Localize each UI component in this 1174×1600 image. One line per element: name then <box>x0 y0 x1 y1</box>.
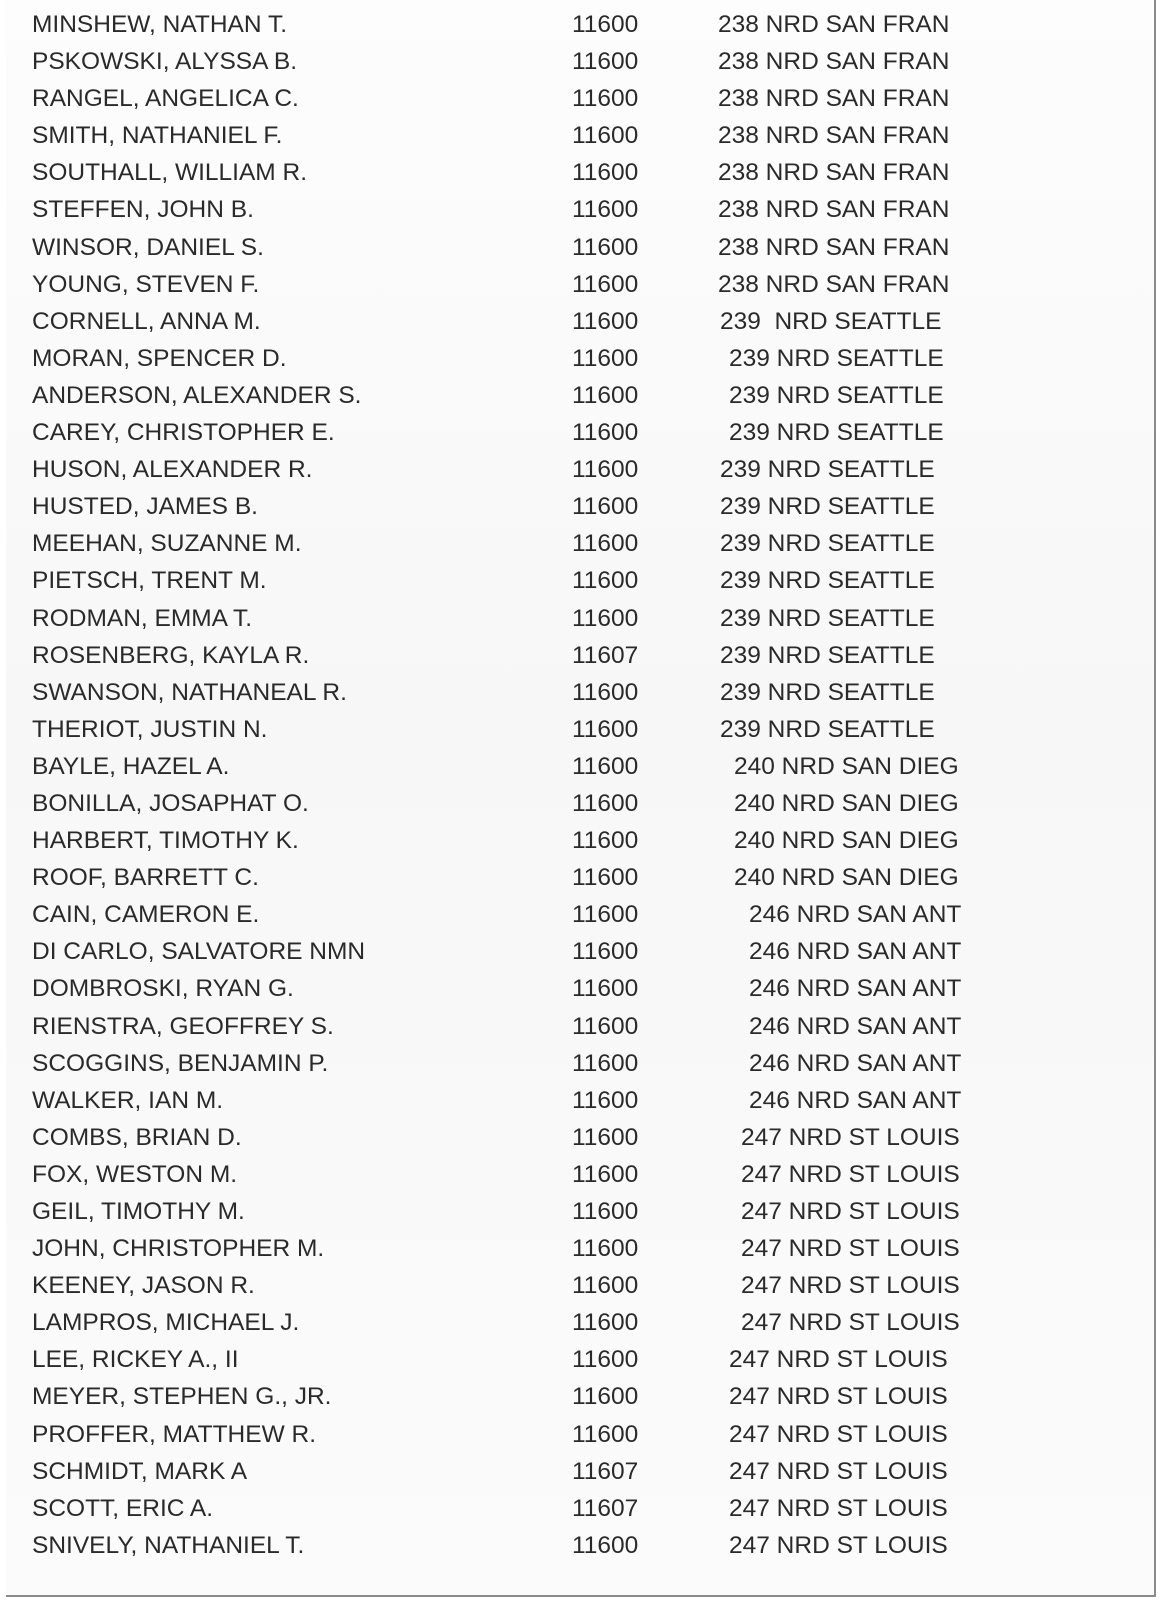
unit-value: 246 NRD SAN ANT <box>749 975 962 1003</box>
code-value: 11600 <box>572 975 639 1003</box>
unit-value: 247 NRD ST LOUIS <box>729 1531 948 1559</box>
code-value: 11600 <box>572 233 639 261</box>
list-item <box>6 1378 1154 1415</box>
list-item <box>6 80 1154 117</box>
unit-value: 246 NRD SAN ANT <box>749 901 962 929</box>
code-value: 11600 <box>572 1235 639 1263</box>
unit-value: 247 NRD ST LOUIS <box>741 1272 960 1300</box>
code-value: 11600 <box>572 1086 639 1114</box>
code-value: 11600 <box>572 864 639 892</box>
person-name: RANGEL, ANGELICA C. <box>32 85 299 113</box>
code-value: 11600 <box>572 752 639 780</box>
list-item <box>6 1341 1154 1378</box>
code-value: 11600 <box>572 48 639 76</box>
code-value: 11600 <box>572 789 639 817</box>
list-item <box>6 1527 1154 1564</box>
list-item <box>6 674 1154 711</box>
code-value: 11600 <box>572 419 639 447</box>
list-item <box>6 637 1154 674</box>
person-name: HUSON, ALEXANDER R. <box>32 456 313 484</box>
code-value: 11600 <box>572 1346 639 1374</box>
person-name: DOMBROSKI, RYAN G. <box>32 975 294 1003</box>
unit-value: 239 NRD SEATTLE <box>720 641 935 669</box>
unit-value: 239 NRD SEATTLE <box>729 381 944 409</box>
list-item <box>6 377 1154 414</box>
person-name: CORNELL, ANNA M. <box>32 307 261 335</box>
code-value: 11600 <box>572 1012 639 1040</box>
person-name: MEYER, STEPHEN G., JR. <box>32 1383 332 1411</box>
list-item <box>6 1156 1154 1193</box>
code-value: 11600 <box>572 307 639 335</box>
person-name: WALKER, IAN M. <box>32 1086 224 1114</box>
list-item <box>6 785 1154 822</box>
code-value: 11600 <box>572 85 639 113</box>
list-item <box>6 117 1154 154</box>
person-name: PROFFER, MATTHEW R. <box>32 1420 316 1448</box>
person-name: STEFFEN, JOHN B. <box>32 196 254 224</box>
roster-list <box>6 6 1154 1564</box>
code-value: 11607 <box>572 1457 639 1485</box>
list-item <box>6 488 1154 525</box>
person-name: SCOTT, ERIC A. <box>32 1494 214 1522</box>
list-item <box>6 266 1154 303</box>
person-name: WINSOR, DANIEL S. <box>32 233 264 261</box>
list-item <box>6 859 1154 896</box>
person-name: GEIL, TIMOTHY M. <box>32 1198 245 1225</box>
person-name: THERIOT, JUSTIN N. <box>32 715 268 743</box>
person-name: SOUTHALL, WILLIAM R. <box>32 159 308 187</box>
unit-value: 246 NRD SAN ANT <box>749 938 962 966</box>
code-value: 11607 <box>572 1494 639 1522</box>
unit-value: 239 NRD SEATTLE <box>720 456 935 484</box>
unit-value: 239 NRD SEATTLE <box>720 493 935 521</box>
list-item <box>6 600 1154 637</box>
list-item <box>6 414 1154 451</box>
code-value: 11600 <box>572 715 639 743</box>
code-value: 11600 <box>572 159 639 187</box>
unit-value: 247 NRD ST LOUIS <box>741 1309 960 1337</box>
list-item <box>6 340 1154 377</box>
list-item <box>6 1304 1154 1341</box>
unit-value: 246 NRD SAN ANT <box>749 1086 962 1114</box>
person-name: CAREY, CHRISTOPHER E. <box>32 419 335 447</box>
code-value: 11600 <box>572 938 639 966</box>
unit-value: 238 NRD SAN FRAN <box>718 196 950 224</box>
unit-value: 238 NRD SAN FRAN <box>718 233 950 261</box>
list-item <box>6 1453 1154 1490</box>
unit-value: 238 NRD SAN FRAN <box>718 85 950 113</box>
person-name: SCOGGINS, BENJAMIN P. <box>32 1049 329 1077</box>
document-page <box>6 0 1156 1597</box>
list-item <box>6 1193 1154 1230</box>
unit-value: 238 NRD SAN FRAN <box>718 159 950 187</box>
code-value: 11600 <box>572 604 639 632</box>
person-name: SMITH, NATHANIEL F. <box>32 122 283 150</box>
list-item <box>6 748 1154 785</box>
person-name: PIETSCH, TRENT M. <box>32 567 267 595</box>
person-name: SNIVELY, NATHANIEL T. <box>32 1531 305 1559</box>
person-name: DI CARLO, SALVATORE NMN <box>32 938 366 966</box>
person-name: PSKOWSKI, ALYSSA B. <box>32 48 298 76</box>
unit-value: 239 NRD SEATTLE <box>720 530 935 558</box>
code-value: 11600 <box>572 827 639 855</box>
list-item <box>6 303 1154 340</box>
list-item <box>6 1082 1154 1119</box>
code-value: 11600 <box>572 1160 639 1188</box>
code-value: 11600 <box>572 1198 639 1225</box>
code-value: 11607 <box>572 641 639 669</box>
person-name: JOHN, CHRISTOPHER M. <box>32 1235 325 1263</box>
person-name: FOX, WESTON M. <box>32 1160 238 1188</box>
person-name: MINSHEW, NATHAN T. <box>32 11 288 38</box>
unit-value: 247 NRD ST LOUIS <box>741 1235 960 1263</box>
unit-value: 247 NRD ST LOUIS <box>729 1457 948 1485</box>
unit-value: 238 NRD SAN FRAN <box>718 122 950 150</box>
code-value: 11600 <box>572 901 639 929</box>
list-item <box>6 525 1154 562</box>
code-value: 11600 <box>572 122 639 150</box>
list-item <box>6 1416 1154 1453</box>
list-item <box>6 43 1154 80</box>
unit-value: 239 NRD SEATTLE <box>729 344 944 372</box>
person-name: BONILLA, JOSAPHAT O. <box>32 789 309 817</box>
code-value: 11600 <box>572 196 639 224</box>
person-name: CAIN, CAMERON E. <box>32 901 260 929</box>
code-value: 11600 <box>572 270 639 298</box>
unit-value: 239 NRD SEATTLE <box>729 419 944 447</box>
list-item <box>6 1230 1154 1267</box>
unit-value: 238 NRD SAN FRAN <box>718 270 950 298</box>
code-value: 11600 <box>572 1383 639 1411</box>
person-name: SWANSON, NATHANEAL R. <box>32 678 347 706</box>
unit-value: 239 NRD SEATTLE <box>720 307 942 335</box>
list-item <box>6 1119 1154 1156</box>
person-name: KEENEY, JASON R. <box>32 1272 255 1300</box>
person-name: BAYLE, HAZEL A. <box>32 752 230 780</box>
person-name: ROOF, BARRETT C. <box>32 864 259 892</box>
person-name: RODMAN, EMMA T. <box>32 604 253 632</box>
person-name: MEEHAN, SUZANNE M. <box>32 530 302 558</box>
unit-value: 247 NRD ST LOUIS <box>729 1383 948 1411</box>
unit-value: 239 NRD SEATTLE <box>720 604 935 632</box>
list-item <box>6 1008 1154 1045</box>
unit-value: 239 NRD SEATTLE <box>720 678 935 706</box>
person-name: LEE, RICKEY A., II <box>32 1346 239 1374</box>
code-value: 11600 <box>572 456 639 484</box>
code-value: 11600 <box>572 493 639 521</box>
unit-value: 240 NRD SAN DIEG <box>734 789 959 817</box>
list-item <box>6 6 1154 43</box>
person-name: HARBERT, TIMOTHY K. <box>32 827 299 855</box>
unit-value: 240 NRD SAN DIEG <box>734 827 959 855</box>
list-item <box>6 1267 1154 1304</box>
code-value: 11600 <box>572 11 639 38</box>
person-name: HUSTED, JAMES B. <box>32 493 258 521</box>
unit-value: 246 NRD SAN ANT <box>749 1012 962 1040</box>
list-item <box>6 822 1154 859</box>
person-name: MORAN, SPENCER D. <box>32 344 287 372</box>
unit-value: 247 NRD ST LOUIS <box>741 1160 960 1188</box>
unit-value: 240 NRD SAN DIEG <box>734 864 959 892</box>
unit-value: 247 NRD ST LOUIS <box>741 1123 960 1151</box>
unit-value: 247 NRD ST LOUIS <box>729 1346 948 1374</box>
list-item <box>6 229 1154 266</box>
person-name: LAMPROS, MICHAEL J. <box>32 1309 300 1337</box>
person-name: ANDERSON, ALEXANDER S. <box>32 381 362 409</box>
person-name: SCHMIDT, MARK A <box>32 1457 248 1485</box>
code-value: 11600 <box>572 1049 639 1077</box>
unit-value: 247 NRD ST LOUIS <box>741 1198 960 1225</box>
list-item <box>6 562 1154 599</box>
code-value: 11600 <box>572 344 639 372</box>
unit-value: 247 NRD ST LOUIS <box>729 1420 948 1448</box>
unit-value: 247 NRD ST LOUIS <box>729 1494 948 1522</box>
unit-value: 240 NRD SAN DIEG <box>734 752 959 780</box>
list-item <box>6 1045 1154 1082</box>
unit-value: 239 NRD SEATTLE <box>720 715 935 743</box>
code-value: 11600 <box>572 1309 639 1337</box>
code-value: 11600 <box>572 1272 639 1300</box>
person-name: RIENSTRA, GEOFFREY S. <box>32 1012 334 1040</box>
list-item <box>6 451 1154 488</box>
person-name: YOUNG, STEVEN F. <box>32 270 260 298</box>
unit-value: 239 NRD SEATTLE <box>720 567 935 595</box>
list-item <box>6 191 1154 228</box>
code-value: 11600 <box>572 678 639 706</box>
list-item <box>6 1490 1154 1527</box>
code-value: 11600 <box>572 1123 639 1151</box>
code-value: 11600 <box>572 1531 639 1559</box>
code-value: 11600 <box>572 1420 639 1448</box>
list-item <box>6 933 1154 970</box>
code-value: 11600 <box>572 567 639 595</box>
unit-value: 238 NRD SAN FRAN <box>718 48 950 76</box>
list-item <box>6 711 1154 748</box>
person-name: COMBS, BRIAN D. <box>32 1123 242 1151</box>
unit-value: 238 NRD SAN FRAN <box>718 11 950 38</box>
list-item <box>6 970 1154 1007</box>
person-name: ROSENBERG, KAYLA R. <box>32 641 310 669</box>
list-item <box>6 896 1154 933</box>
code-value: 11600 <box>572 381 639 409</box>
unit-value: 246 NRD SAN ANT <box>749 1049 962 1077</box>
code-value: 11600 <box>572 530 639 558</box>
list-item <box>6 154 1154 191</box>
